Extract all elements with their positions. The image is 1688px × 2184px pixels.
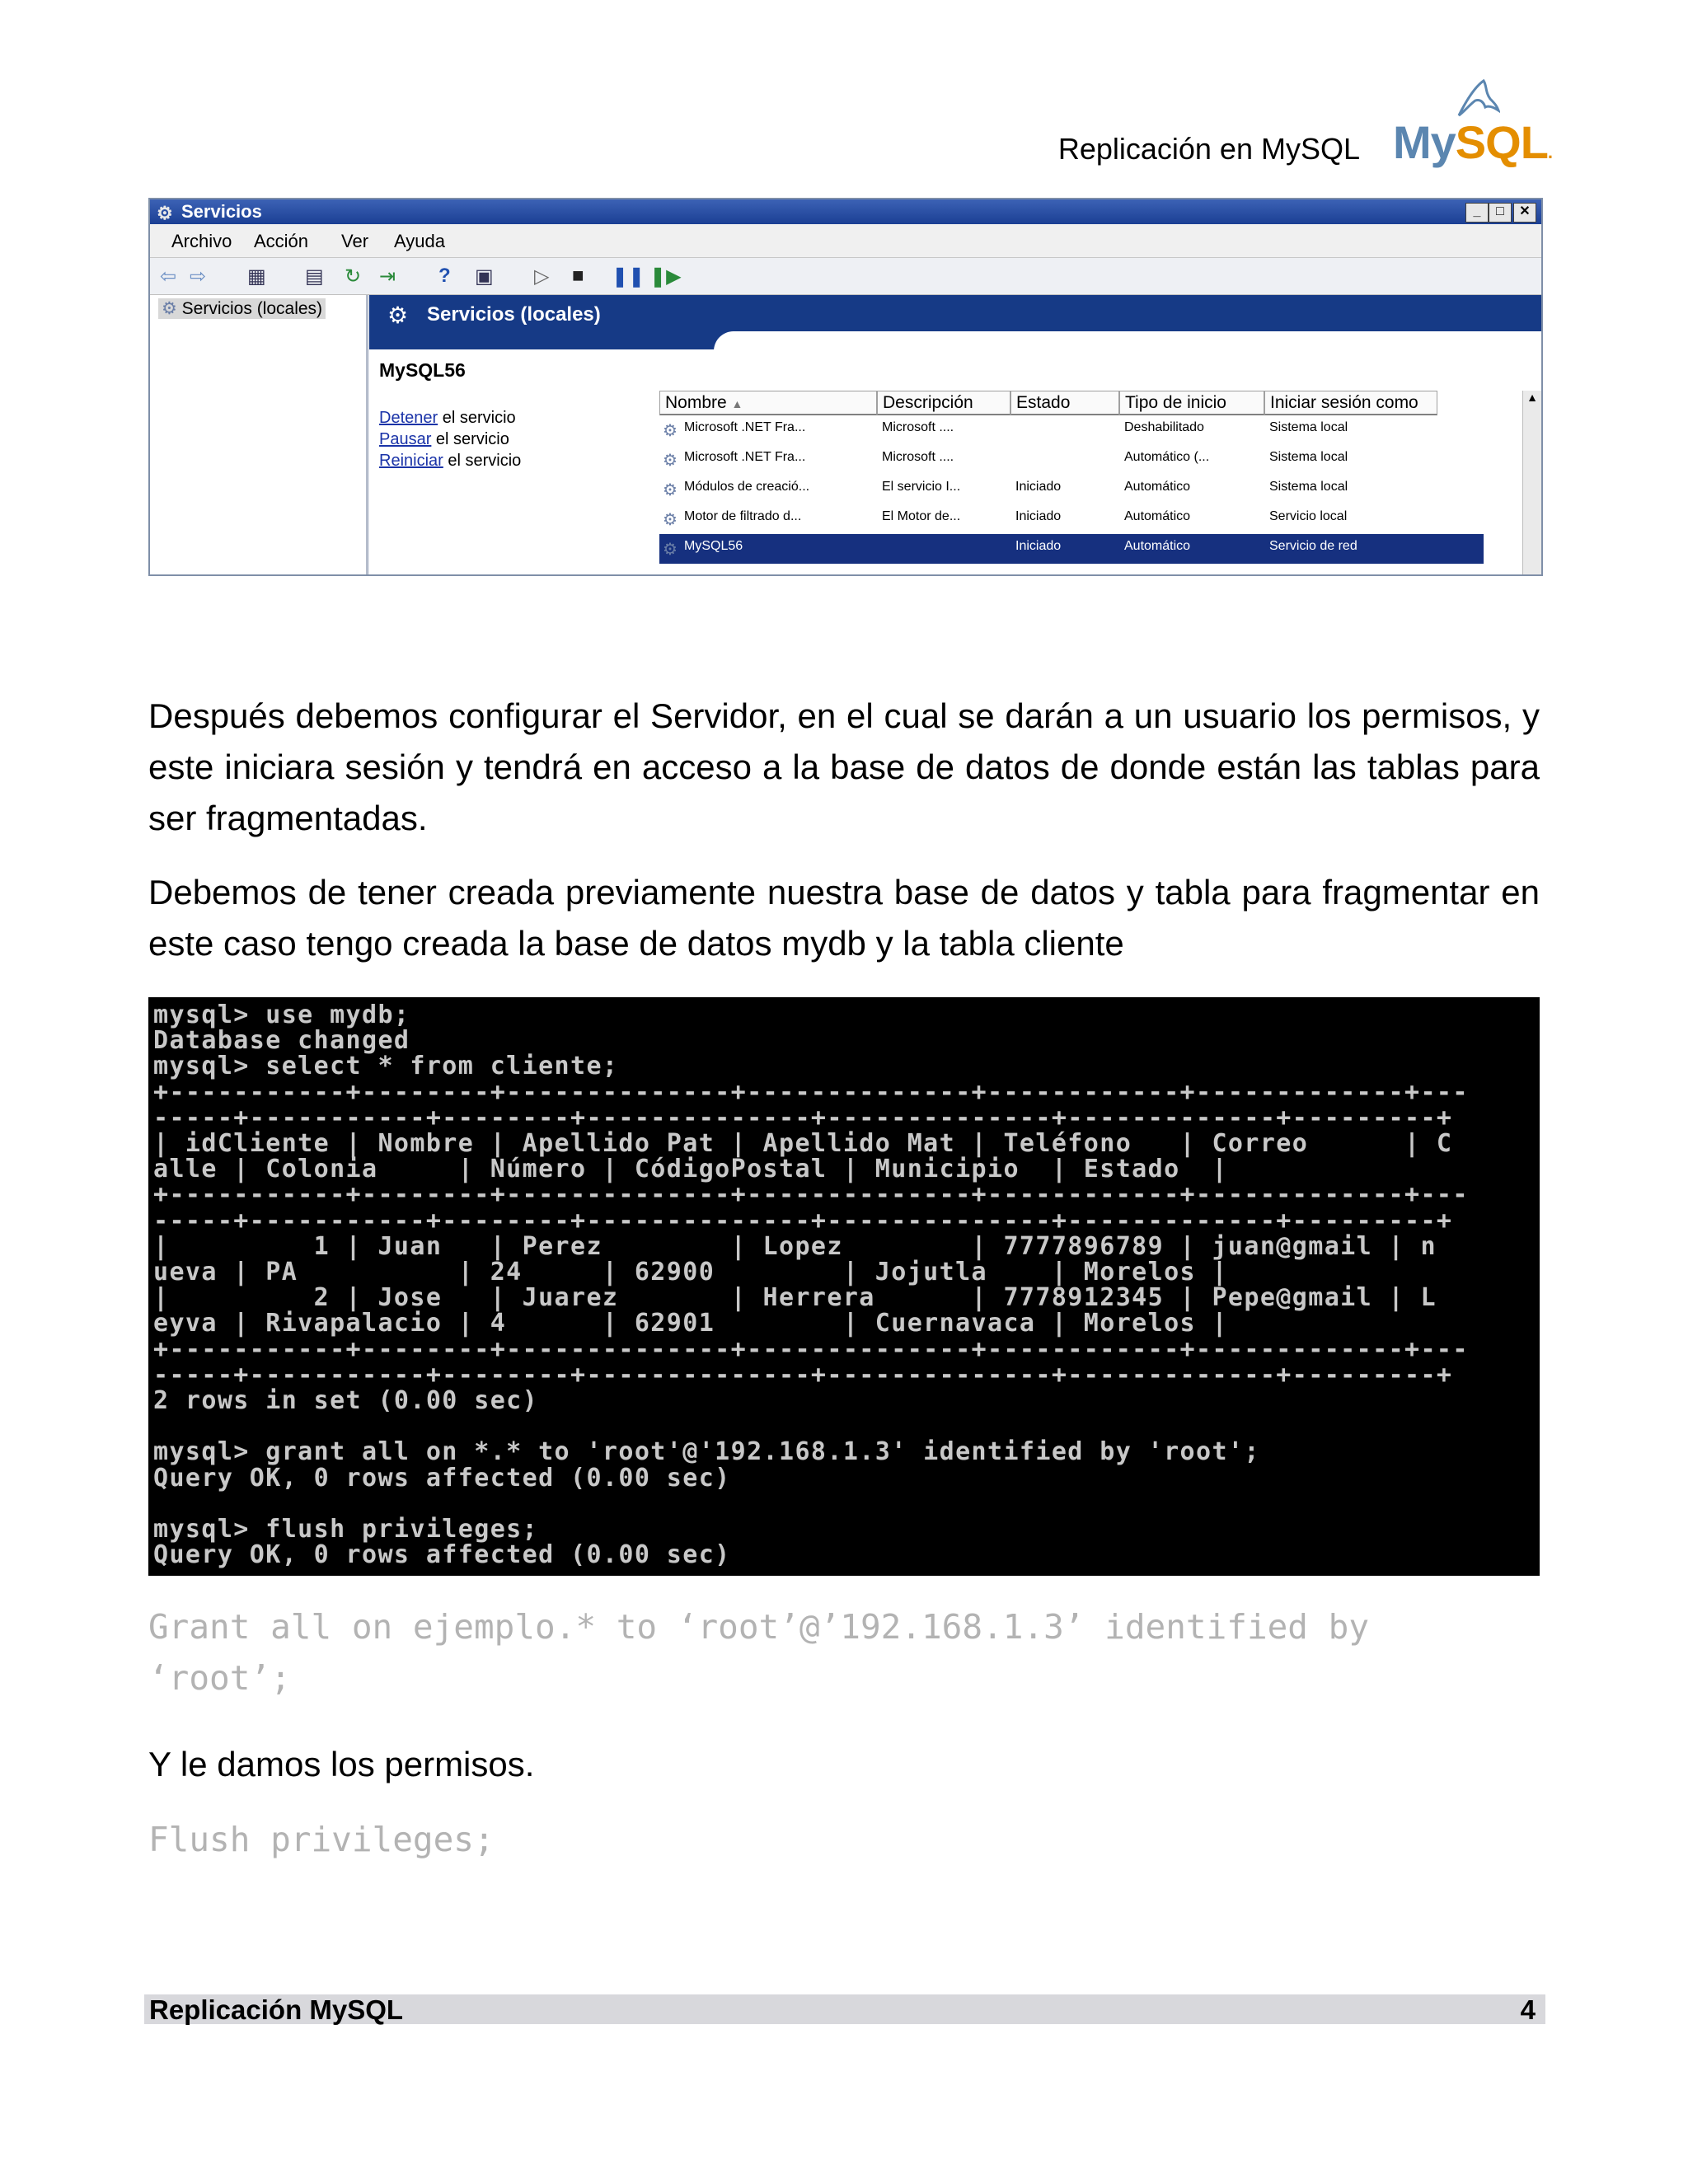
service-cell: Servicio de red bbox=[1269, 539, 1357, 553]
service-cell: Microsoft .... bbox=[882, 450, 954, 464]
code-flush: Flush privileges; bbox=[148, 1820, 495, 1859]
menu-ver[interactable]: Ver bbox=[341, 231, 369, 251]
console-line: Query OK, 0 rows affected (0.00 sec) bbox=[153, 1463, 731, 1493]
menu-accion[interactable]: Acción bbox=[254, 231, 309, 251]
refresh-icon[interactable]: ↻ bbox=[345, 265, 362, 288]
pause-service-link[interactable]: Pausar bbox=[379, 430, 432, 448]
tree-item-servicios-locales[interactable]: ⚙ Servicios (locales) bbox=[158, 298, 326, 319]
service-cell: Iniciado bbox=[1015, 509, 1062, 523]
service-cell: Automático bbox=[1124, 509, 1191, 523]
service-cell: Automático bbox=[1124, 480, 1191, 494]
service-cell: Microsoft .... bbox=[882, 420, 954, 434]
service-cell: Microsoft .NET Fra... bbox=[684, 420, 806, 434]
service-cell: Iniciado bbox=[1015, 539, 1062, 553]
code-grant-line-2: ‘root’; bbox=[148, 1658, 291, 1698]
console-line: Query OK, 0 rows affected (0.00 sec) bbox=[153, 1540, 731, 1570]
column-header-estado[interactable]: Estado bbox=[1010, 391, 1119, 415]
help-icon[interactable]: ? bbox=[438, 265, 451, 287]
window-title: Servicios bbox=[181, 201, 262, 222]
console-line: Database changed bbox=[153, 1026, 410, 1056]
menu-bar bbox=[150, 224, 1541, 258]
mysql-logo bbox=[1393, 74, 1553, 173]
gear-icon: ⚙ bbox=[663, 422, 678, 440]
service-row[interactable] bbox=[659, 475, 1484, 504]
mysql-console bbox=[148, 997, 1540, 1576]
vertical-scrollbar[interactable] bbox=[1522, 391, 1541, 576]
console-line: +-----------+--------+--------------+--------------+------------+-------------+--- bbox=[153, 1077, 1469, 1107]
column-header-descripcion[interactable]: Descripción bbox=[877, 391, 1010, 415]
gear-icon: ⚙ bbox=[663, 452, 678, 470]
console-output bbox=[148, 997, 1540, 1572]
service-row[interactable] bbox=[659, 504, 1484, 534]
export-icon[interactable]: ⇥ bbox=[379, 265, 396, 288]
service-cell: Sistema local bbox=[1269, 450, 1348, 464]
minimize-button[interactable]: _ bbox=[1465, 203, 1489, 223]
console-line: mysql> select * from cliente; bbox=[153, 1052, 619, 1081]
paragraph-create-db: Debemos de tener creada previamente nuestra base de datos y tabla para fragmentar en este caso tengo creada la base de datos mydb y la tabla cliente bbox=[148, 873, 1540, 963]
code-grant-line-1: Grant all on ejemplo.* to ‘root’@’192.168.1.3’ identified by bbox=[148, 1607, 1370, 1647]
pause-icon[interactable]: ❚❚ bbox=[612, 265, 645, 288]
service-cell: Sistema local bbox=[1269, 420, 1348, 434]
play-icon[interactable]: ▷ bbox=[534, 265, 550, 288]
console-line: eyva | Rivapalacio | 4 | 62901 | Cuernavaca | Morelos | bbox=[153, 1309, 1228, 1338]
console-line bbox=[153, 1491, 1535, 1516]
service-cell: MySQL56 bbox=[684, 539, 743, 553]
service-row[interactable] bbox=[659, 534, 1484, 564]
action-pause: Pausar el servicio bbox=[379, 430, 509, 448]
view-icon[interactable]: ▣ bbox=[475, 265, 494, 288]
stop-service-link[interactable]: Detener bbox=[379, 409, 438, 427]
service-row[interactable] bbox=[659, 415, 1484, 445]
column-header-iniciar-sesion[interactable]: Iniciar sesión como bbox=[1264, 391, 1437, 415]
close-button[interactable]: ✕ bbox=[1513, 203, 1536, 223]
back-arrow-icon[interactable]: ⇦ bbox=[160, 265, 177, 288]
service-cell: Motor de filtrado d... bbox=[684, 509, 802, 523]
gear-icon: ⚙ bbox=[162, 299, 182, 318]
service-cell: Deshabilitado bbox=[1124, 420, 1204, 434]
console-line: | idCliente | Nombre | Apellido Pat | Apellido Mat | Teléfono | Correo | C bbox=[153, 1129, 1453, 1159]
console-line: | 2 | Jose | Juarez | Herrera | 7778912345 | Pepe@gmail | L bbox=[153, 1283, 1437, 1313]
maximize-button[interactable]: □ bbox=[1489, 203, 1512, 223]
gear-icon: ⚙ bbox=[663, 541, 678, 559]
pane-title: Servicios (locales) bbox=[427, 303, 601, 326]
gear-icon: ⚙ bbox=[663, 511, 678, 529]
service-cell: Módulos de creació... bbox=[684, 480, 810, 494]
menu-archivo[interactable]: Archivo bbox=[171, 231, 232, 251]
service-cell: Sistema local bbox=[1269, 480, 1348, 494]
page-number: 4 bbox=[1520, 1994, 1536, 2025]
page-footer bbox=[144, 1994, 1545, 2024]
paragraph-permissions: Y le damos los permisos. bbox=[148, 1745, 535, 1783]
console-tree-icon[interactable]: ▦ bbox=[247, 265, 266, 288]
column-header-tipo-inicio[interactable]: Tipo de inicio bbox=[1119, 391, 1264, 415]
selected-service-name: MySQL56 bbox=[379, 359, 466, 381]
service-cell: Microsoft .NET Fra... bbox=[684, 450, 806, 464]
service-cell: Automático bbox=[1124, 539, 1191, 553]
properties-icon[interactable]: ▤ bbox=[305, 265, 324, 288]
sort-ascending-icon: ▲ bbox=[731, 397, 743, 410]
restart-service-link[interactable]: Reiniciar bbox=[379, 452, 443, 470]
stop-icon[interactable]: ■ bbox=[572, 265, 584, 287]
console-line: mysql> use mydb; bbox=[153, 1001, 410, 1029]
console-line: ueva | PA | 24 | 62900 | Jojutla | Morelos | bbox=[153, 1258, 1228, 1287]
service-cell: Iniciado bbox=[1015, 480, 1062, 494]
service-cell: Servicio local bbox=[1269, 509, 1348, 523]
action-stop: Detener el servicio bbox=[379, 409, 516, 427]
console-line: mysql> grant all on *.* to 'root'@'192.168.1.3' identified by 'root'; bbox=[153, 1437, 1260, 1467]
window-titlebar bbox=[150, 199, 1541, 224]
footer-title: Replicación MySQL bbox=[149, 1994, 404, 2025]
header-title: Replicación en MySQL bbox=[1057, 132, 1360, 166]
service-cell: El Motor de... bbox=[882, 509, 961, 523]
console-line: +-----------+--------+--------------+--------------+------------+-------------+--- bbox=[153, 1334, 1469, 1364]
paragraph-configure-server: Después debemos configurar el Servidor, en el cual se darán a un usuario los permisos, y este iniciara sesión y tendrá en acceso a la base de datos de donde están las tablas para ser fragmentadas. bbox=[148, 696, 1540, 837]
forward-arrow-icon[interactable]: ⇨ bbox=[190, 265, 207, 288]
services-window bbox=[148, 198, 1543, 576]
console-line: -----+-----------+--------+--------------+--------------+-------------+---------+ bbox=[153, 1206, 1453, 1235]
console-line bbox=[153, 1413, 1535, 1439]
gear-icon: ⚙ bbox=[663, 481, 678, 499]
service-cell: Automático (... bbox=[1124, 450, 1210, 464]
pane-tab-shape bbox=[714, 331, 1543, 356]
action-restart: Reiniciar el servicio bbox=[379, 452, 522, 470]
console-tree bbox=[150, 295, 368, 574]
console-line: -----+-----------+--------+--------------+--------------+-------------+---------+ bbox=[153, 1360, 1453, 1390]
service-cell: El servicio I... bbox=[882, 480, 961, 494]
service-row[interactable] bbox=[659, 445, 1484, 475]
console-line: | 1 | Juan | Perez | Lopez | 7777896789 | juan@gmail | n bbox=[153, 1231, 1437, 1261]
console-line: -----+-----------+--------+--------------+--------------+-------------+---------+ bbox=[153, 1103, 1453, 1132]
scroll-up-arrow-icon[interactable]: ▲ bbox=[1526, 391, 1538, 404]
console-line: mysql> flush privileges; bbox=[153, 1515, 539, 1544]
console-line: +-----------+--------+--------------+--------------+------------+-------------+--- bbox=[153, 1180, 1469, 1210]
console-line: alle | Colonia | Número | CódigoPostal | Municipio | Estado | bbox=[153, 1155, 1228, 1184]
console-line: 2 rows in set (0.00 sec) bbox=[153, 1386, 539, 1416]
gear-icon: ⚙ bbox=[387, 302, 409, 328]
menu-ayuda[interactable]: Ayuda bbox=[394, 231, 445, 251]
restart-icon[interactable]: ❚▶ bbox=[649, 265, 682, 288]
column-header-nombre[interactable]: Nombre ▲ bbox=[659, 391, 877, 415]
toolbar bbox=[150, 258, 1541, 295]
logo-text: MySQL. bbox=[1393, 116, 1553, 168]
gear-icon: ⚙ bbox=[157, 203, 173, 223]
